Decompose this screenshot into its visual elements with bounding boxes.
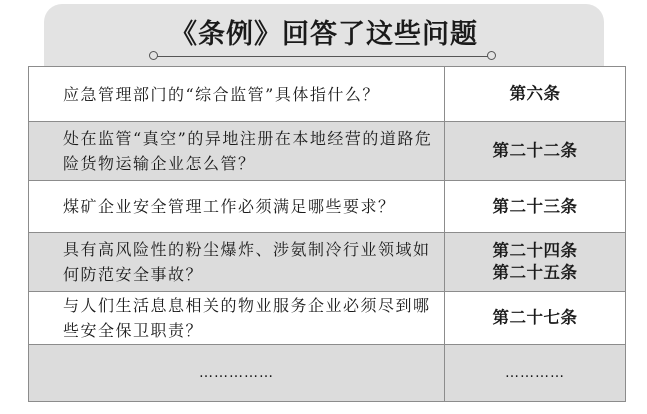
qa-table: [28, 66, 626, 402]
divider-right-dot: [487, 51, 496, 60]
question-cell: [29, 181, 445, 232]
question-text: 处在监管“真空”的异地注册在本地经营的道路危险货物运输企业怎么管？: [63, 129, 433, 173]
article-label: 第二十三条: [492, 196, 578, 216]
question-cell: [29, 292, 445, 344]
article-label: 第二十七条: [492, 308, 578, 327]
article-cell: [445, 292, 625, 344]
table-row: [29, 345, 625, 401]
question-cell: [29, 67, 445, 121]
table-row: [29, 181, 625, 233]
page-title: 《条例》回答了这些问题: [170, 19, 478, 50]
question-cell: [29, 345, 445, 401]
question-cell: [29, 122, 445, 180]
title-divider: [156, 56, 492, 57]
question-text: 具有高风险性的粉尘爆炸、涉氨制冷行业领域如何防范安全事故？: [63, 240, 431, 284]
title-banner: [44, 4, 604, 66]
article-cell: [445, 181, 625, 232]
table-row: [29, 67, 625, 122]
article-label: 第二十四条: [492, 241, 578, 260]
article-label: 第二十五条: [492, 263, 578, 282]
table-row: [29, 292, 625, 345]
article-cell: [445, 122, 625, 180]
article-cell: [445, 345, 625, 401]
article-cell: [445, 67, 625, 121]
article-cell: [445, 233, 625, 291]
question-text: 与人们生活息息相关的物业服务企业必须尽到哪些安全保卫职责？: [63, 296, 431, 340]
article-label: 第二十二条: [492, 141, 578, 160]
table-row: [29, 122, 625, 181]
ellipsis-text: ……………: [199, 365, 274, 381]
divider-left-dot: [149, 51, 158, 60]
question-text: 煤矿企业安全管理工作必须满足哪些要求？: [63, 197, 396, 216]
question-text: 应急管理部门的“综合监管”具体指什么？: [63, 84, 380, 104]
ellipsis-text: …………: [505, 365, 565, 381]
article-label: 第六条: [509, 84, 561, 103]
table-row: [29, 233, 625, 292]
question-cell: [29, 233, 445, 291]
